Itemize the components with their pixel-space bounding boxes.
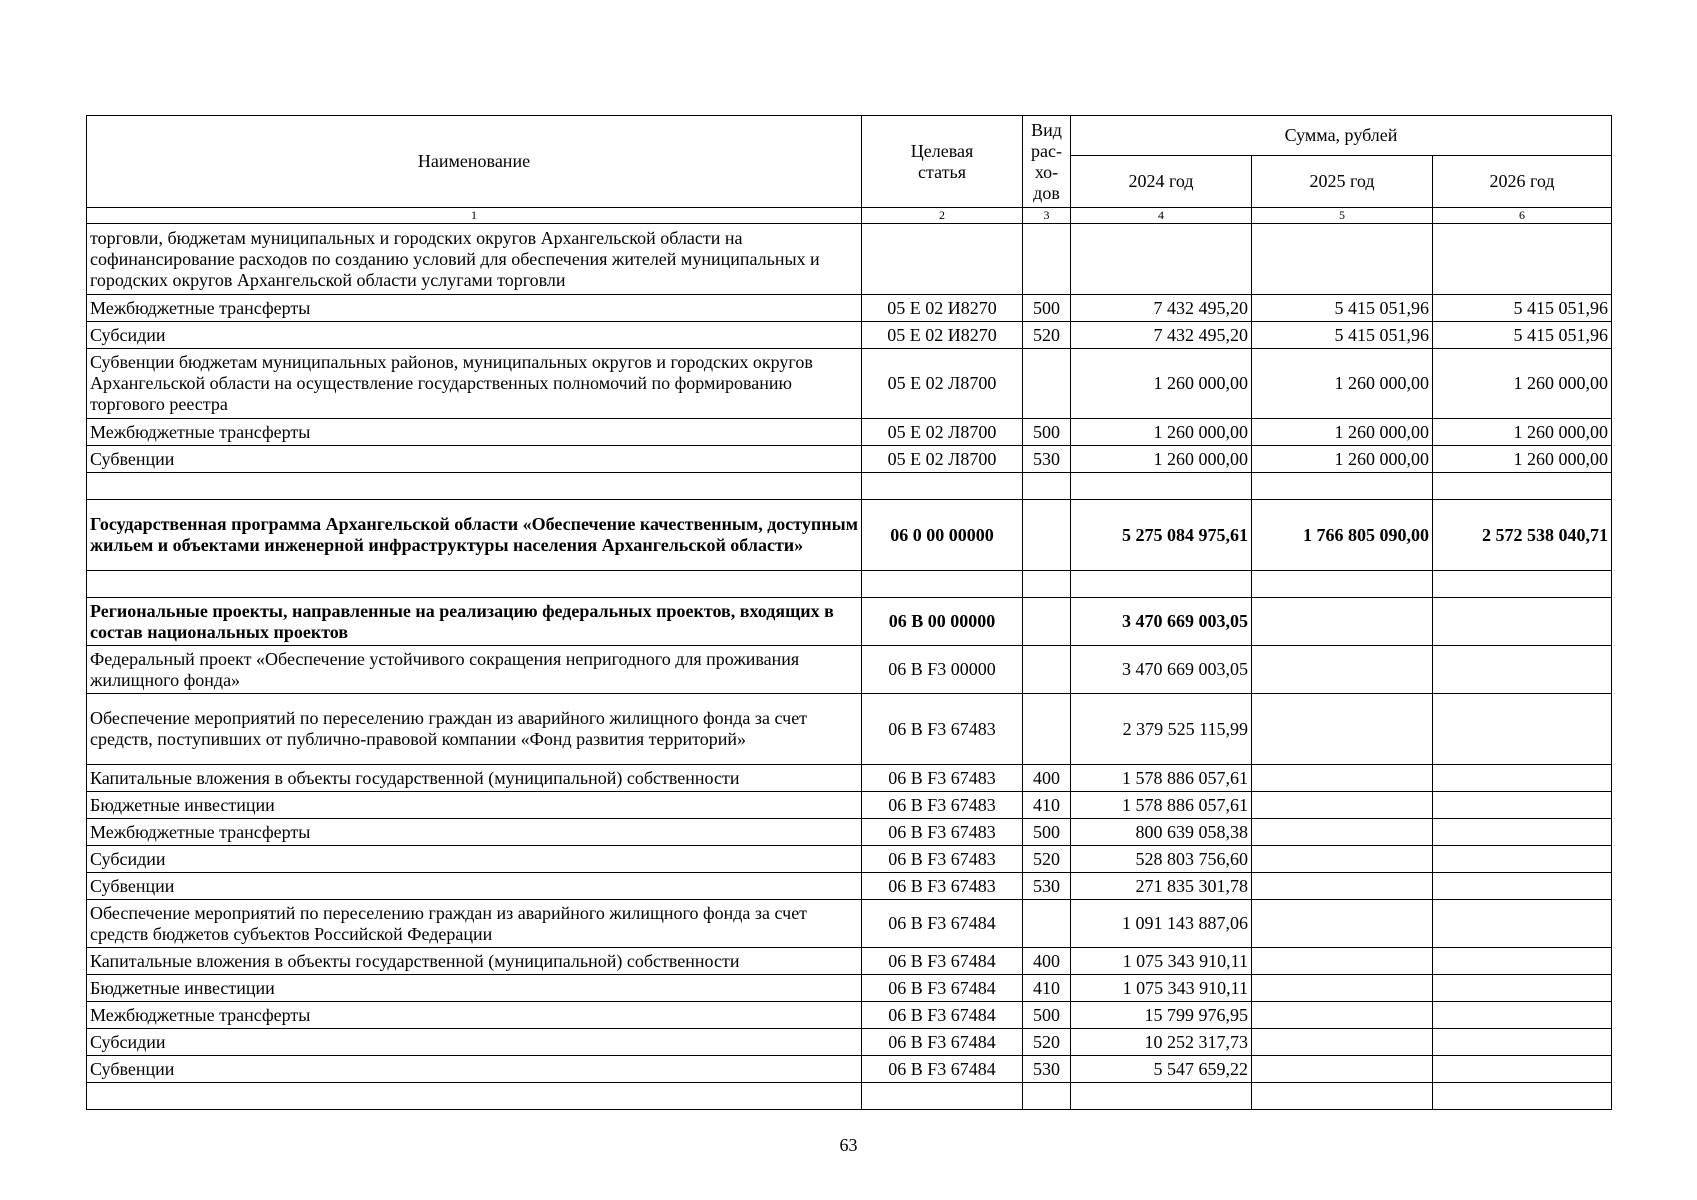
table-row — [87, 765, 1612, 792]
row-sum-2025 — [1252, 873, 1433, 900]
row-sum-2026 — [1433, 846, 1612, 873]
row-expense-type — [1023, 646, 1071, 694]
row-target-code: 05 Е 02 Л8700 — [862, 349, 1023, 419]
row-sum-2026: 5 415 051,96 — [1433, 322, 1612, 349]
row-sum-2024: 7 432 495,20 — [1071, 295, 1252, 322]
row-name: торговли, бюджетам муниципальных и городских округов Архангельской области на софинансирование расходов по созданию условий для обеспечения жителей муниципальных и городских округов Архангельской области услугами торговли — [87, 224, 862, 295]
row-expense-type: 500 — [1023, 819, 1071, 846]
row-expense-type: 500 — [1023, 295, 1071, 322]
row-expense-type — [1023, 1083, 1071, 1110]
row-name: Межбюджетные трансферты — [87, 295, 862, 322]
row-name: Обеспечение мероприятий по переселению граждан из аварийного жилищного фонда за счет средств, поступивших от публично-правовой компании «Фонд развития территорий» — [87, 694, 862, 765]
row-name: Региональные проекты, направленные на реализацию федеральных проектов, входящих в состав национальных проектов — [87, 598, 862, 646]
row-sum-2025 — [1252, 1029, 1433, 1056]
table-row — [87, 295, 1612, 322]
row-name — [87, 571, 862, 598]
row-sum-2026 — [1433, 948, 1612, 975]
table-row — [87, 1002, 1612, 1029]
row-sum-2026: 5 415 051,96 — [1433, 295, 1612, 322]
row-target-code: 06 В F3 67483 — [862, 873, 1023, 900]
header-year-2026: 2026 год — [1433, 156, 1612, 208]
row-name: Обеспечение мероприятий по переселению граждан из аварийного жилищного фонда за счет средств бюджетов субъектов Российской Федерации — [87, 900, 862, 948]
row-name: Субвенции — [87, 1056, 862, 1083]
row-sum-2026: 1 260 000,00 — [1433, 446, 1612, 473]
row-sum-2025 — [1252, 1083, 1433, 1110]
header-target — [862, 116, 1023, 208]
row-sum-2026 — [1433, 694, 1612, 765]
row-sum-2024: 1 075 343 910,11 — [1071, 975, 1252, 1002]
colnum-4: 4 — [1071, 208, 1252, 224]
row-sum-2026 — [1433, 571, 1612, 598]
row-sum-2025 — [1252, 948, 1433, 975]
colnum-2: 2 — [862, 208, 1023, 224]
page-number: 63 — [839, 1135, 858, 1155]
row-sum-2024: 271 835 301,78 — [1071, 873, 1252, 900]
row-target-code — [862, 473, 1023, 500]
row-target-code: 06 В F3 67484 — [862, 1056, 1023, 1083]
row-sum-2026 — [1433, 1029, 1612, 1056]
row-sum-2026 — [1433, 646, 1612, 694]
row-sum-2024: 2 379 525 115,99 — [1071, 694, 1252, 765]
row-expense-type: 500 — [1023, 419, 1071, 446]
header-vid-line4: дов — [1033, 182, 1060, 203]
row-sum-2024: 1 260 000,00 — [1071, 446, 1252, 473]
row-name: Субсидии — [87, 322, 862, 349]
header-target-line1: Целевая — [910, 140, 974, 161]
row-sum-2024: 1 578 886 057,61 — [1071, 792, 1252, 819]
table-row — [87, 500, 1612, 571]
colnum-3: 3 — [1023, 208, 1071, 224]
column-numbers-row — [87, 208, 1612, 224]
row-sum-2025: 1 260 000,00 — [1252, 419, 1433, 446]
row-sum-2025 — [1252, 1002, 1433, 1029]
table-row — [87, 900, 1612, 948]
table-row — [87, 846, 1612, 873]
row-sum-2026: 1 260 000,00 — [1433, 419, 1612, 446]
row-sum-2024 — [1071, 473, 1252, 500]
row-target-code: 06 В F3 67483 — [862, 819, 1023, 846]
colnum-1: 1 — [87, 208, 862, 224]
row-sum-2024: 5 547 659,22 — [1071, 1056, 1252, 1083]
table-header — [87, 116, 1612, 224]
row-sum-2026 — [1433, 792, 1612, 819]
row-target-code: 05 Е 02 И8270 — [862, 295, 1023, 322]
table-row — [87, 792, 1612, 819]
row-sum-2025 — [1252, 646, 1433, 694]
row-expense-type — [1023, 473, 1071, 500]
row-sum-2024: 15 799 976,95 — [1071, 1002, 1252, 1029]
row-name — [87, 1083, 862, 1110]
row-target-code: 06 В F3 67483 — [862, 792, 1023, 819]
row-sum-2024: 1 091 143 887,06 — [1071, 900, 1252, 948]
row-expense-type: 400 — [1023, 948, 1071, 975]
row-sum-2024 — [1071, 1083, 1252, 1110]
row-name — [87, 473, 862, 500]
row-sum-2025 — [1252, 598, 1433, 646]
row-target-code: 06 В F3 67483 — [862, 846, 1023, 873]
row-target-code: 06 В 00 00000 — [862, 598, 1023, 646]
table-row — [87, 694, 1612, 765]
row-sum-2025 — [1252, 224, 1433, 295]
header-target-line2: статья — [918, 161, 966, 182]
row-name: Капитальные вложения в объекты государственной (муниципальной) собственности — [87, 765, 862, 792]
row-target-code: 06 В F3 67484 — [862, 975, 1023, 1002]
row-sum-2026 — [1433, 1056, 1612, 1083]
row-sum-2025: 5 415 051,96 — [1252, 322, 1433, 349]
row-target-code: 06 В F3 67484 — [862, 1029, 1023, 1056]
row-sum-2024: 3 470 669 003,05 — [1071, 598, 1252, 646]
row-sum-2025 — [1252, 975, 1433, 1002]
row-expense-type: 400 — [1023, 765, 1071, 792]
row-sum-2024: 1 075 343 910,11 — [1071, 948, 1252, 975]
row-name: Субвенции — [87, 873, 862, 900]
row-expense-type: 410 — [1023, 792, 1071, 819]
row-sum-2024: 5 275 084 975,61 — [1071, 500, 1252, 571]
row-target-code: 05 Е 02 И8270 — [862, 322, 1023, 349]
row-sum-2025 — [1252, 473, 1433, 500]
row-sum-2026 — [1433, 1083, 1612, 1110]
row-sum-2024: 3 470 669 003,05 — [1071, 646, 1252, 694]
table-row — [87, 1029, 1612, 1056]
row-sum-2024: 800 639 058,38 — [1071, 819, 1252, 846]
header-vid-line1: Вид — [1031, 119, 1062, 140]
row-expense-type: 520 — [1023, 846, 1071, 873]
table-row — [87, 819, 1612, 846]
row-sum-2025 — [1252, 765, 1433, 792]
table-row — [87, 419, 1612, 446]
row-name: Бюджетные инвестиции — [87, 792, 862, 819]
row-expense-type — [1023, 694, 1071, 765]
header-year-2025: 2025 год — [1252, 156, 1433, 208]
row-target-code: 06 В F3 67484 — [862, 948, 1023, 975]
table-row — [87, 873, 1612, 900]
table-row — [87, 224, 1612, 295]
row-name: Капитальные вложения в объекты государственной (муниципальной) собственности — [87, 948, 862, 975]
budget-table — [86, 115, 1612, 1110]
row-sum-2026 — [1433, 873, 1612, 900]
table-row — [87, 646, 1612, 694]
table-row — [87, 975, 1612, 1002]
row-sum-2026 — [1433, 224, 1612, 295]
row-sum-2025 — [1252, 819, 1433, 846]
row-target-code: 05 Е 02 Л8700 — [862, 419, 1023, 446]
row-expense-type: 410 — [1023, 975, 1071, 1002]
row-sum-2026: 2 572 538 040,71 — [1433, 500, 1612, 571]
row-name: Субсидии — [87, 846, 862, 873]
header-vid-line3: хо- — [1034, 161, 1059, 182]
row-sum-2024 — [1071, 571, 1252, 598]
row-name: Межбюджетные трансферты — [87, 1002, 862, 1029]
row-sum-2025: 1 260 000,00 — [1252, 446, 1433, 473]
row-sum-2025 — [1252, 792, 1433, 819]
row-name: Бюджетные инвестиции — [87, 975, 862, 1002]
table-row — [87, 571, 1612, 598]
row-name: Субсидии — [87, 1029, 862, 1056]
table-row — [87, 948, 1612, 975]
row-sum-2024: 1 578 886 057,61 — [1071, 765, 1252, 792]
row-target-code: 06 В F3 67484 — [862, 1002, 1023, 1029]
row-sum-2025 — [1252, 900, 1433, 948]
table-row — [87, 473, 1612, 500]
row-sum-2025 — [1252, 694, 1433, 765]
row-name: Государственная программа Архангельской области «Обеспечение качественным, доступным жильем и объектами инженерной инфраструктуры населения Архангельской области» — [87, 500, 862, 571]
row-sum-2026 — [1433, 819, 1612, 846]
row-expense-type — [1023, 500, 1071, 571]
table-row — [87, 349, 1612, 419]
row-sum-2026 — [1433, 598, 1612, 646]
row-expense-type: 530 — [1023, 1056, 1071, 1083]
row-sum-2025 — [1252, 1056, 1433, 1083]
row-sum-2026 — [1433, 473, 1612, 500]
row-sum-2025 — [1252, 846, 1433, 873]
row-sum-2025 — [1252, 571, 1433, 598]
row-sum-2026 — [1433, 975, 1612, 1002]
row-expense-type — [1023, 900, 1071, 948]
table-row — [87, 598, 1612, 646]
row-name: Федеральный проект «Обеспечение устойчивого сокращения непригодного для проживания жилищного фонда» — [87, 646, 862, 694]
row-target-code: 06 0 00 00000 — [862, 500, 1023, 571]
row-expense-type: 530 — [1023, 873, 1071, 900]
row-target-code — [862, 571, 1023, 598]
row-expense-type: 520 — [1023, 1029, 1071, 1056]
header-vid — [1023, 116, 1071, 208]
header-sum: Сумма, рублей — [1071, 116, 1612, 156]
row-sum-2024: 1 260 000,00 — [1071, 419, 1252, 446]
row-expense-type: 520 — [1023, 322, 1071, 349]
row-expense-type — [1023, 598, 1071, 646]
row-target-code — [862, 1083, 1023, 1110]
colnum-6: 6 — [1433, 208, 1612, 224]
row-target-code: 06 В F3 00000 — [862, 646, 1023, 694]
row-sum-2025: 1 766 805 090,00 — [1252, 500, 1433, 571]
table-row — [87, 446, 1612, 473]
row-target-code: 06 В F3 67483 — [862, 765, 1023, 792]
row-sum-2026 — [1433, 900, 1612, 948]
row-name: Межбюджетные трансферты — [87, 419, 862, 446]
row-expense-type: 500 — [1023, 1002, 1071, 1029]
colnum-5: 5 — [1252, 208, 1433, 224]
row-expense-type: 530 — [1023, 446, 1071, 473]
row-sum-2024: 10 252 317,73 — [1071, 1029, 1252, 1056]
table-row — [87, 1083, 1612, 1110]
row-sum-2025: 5 415 051,96 — [1252, 295, 1433, 322]
row-sum-2026 — [1433, 765, 1612, 792]
table-row — [87, 1056, 1612, 1083]
row-target-code: 06 В F3 67483 — [862, 694, 1023, 765]
table-body — [87, 224, 1612, 1110]
row-target-code: 05 Е 02 Л8700 — [862, 446, 1023, 473]
row-name: Межбюджетные трансферты — [87, 819, 862, 846]
row-sum-2026 — [1433, 1002, 1612, 1029]
row-sum-2024: 7 432 495,20 — [1071, 322, 1252, 349]
row-sum-2025: 1 260 000,00 — [1252, 349, 1433, 419]
header-name: Наименование — [87, 116, 862, 208]
row-sum-2024 — [1071, 224, 1252, 295]
table-row — [87, 322, 1612, 349]
header-year-2024: 2024 год — [1071, 156, 1252, 208]
row-target-code: 06 В F3 67484 — [862, 900, 1023, 948]
row-sum-2026: 1 260 000,00 — [1433, 349, 1612, 419]
header-vid-line2: рас- — [1031, 140, 1062, 161]
row-expense-type — [1023, 224, 1071, 295]
row-expense-type — [1023, 571, 1071, 598]
row-expense-type — [1023, 349, 1071, 419]
row-name: Субвенции — [87, 446, 862, 473]
row-name: Субвенции бюджетам муниципальных районов, муниципальных округов и городских округов Архангельской области на осуществление государственных полномочий по формированию торгового реестра — [87, 349, 862, 419]
row-target-code — [862, 224, 1023, 295]
row-sum-2024: 528 803 756,60 — [1071, 846, 1252, 873]
row-sum-2024: 1 260 000,00 — [1071, 349, 1252, 419]
